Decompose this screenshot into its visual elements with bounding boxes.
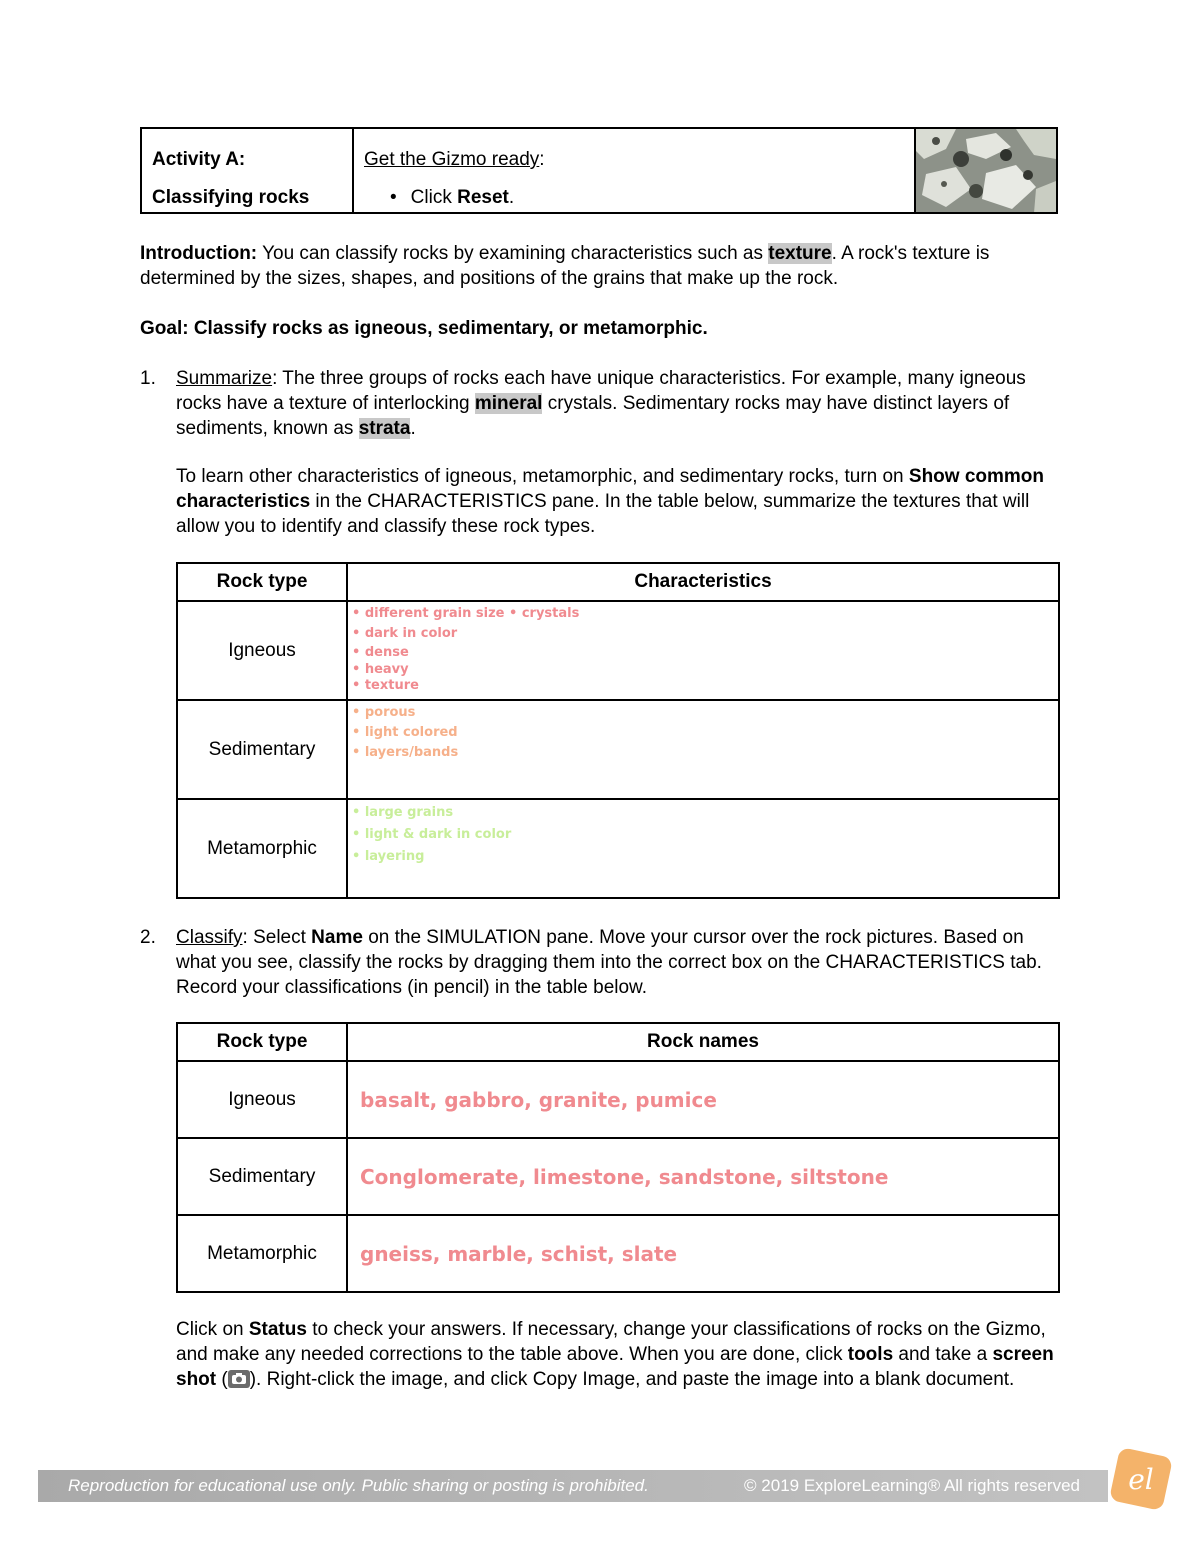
q1-number: 1. [140,368,156,389]
table-row [177,1215,1059,1292]
table-row [177,1061,1059,1138]
term-texture: texture [768,243,832,264]
q1-text: Summarize: The three groups of rocks each have unique characteristics. For example, many igneous rocks have a texture of interlocking mineral crystals. Sedimentary rocks may have distinct layers of sediments, known as strata. [176,368,1026,439]
rock-names-cell[interactable]: Conglomerate, limestone, sandstone, siltstone [347,1138,1059,1215]
goal: Goal: Classify rocks as igneous, sedimentary, or metamorphic. [140,318,708,339]
bullet-icon: • [390,187,397,208]
term-mineral: mineral [474,393,543,414]
rock-type-cell: Metamorphic [177,799,347,898]
gizmo-ready-cell: Get the Gizmo ready: • Click Reset. [354,129,914,212]
activity-title: Classifying rocks [152,187,310,208]
explorelearning-logo-icon [1108,1446,1176,1520]
col-rock-names: Rock names [347,1023,1059,1061]
rock-photo [914,129,1056,212]
table-row [177,799,1059,898]
activity-label: Activity A: [152,149,246,170]
col-characteristics: Characteristics [347,563,1059,601]
term-strata: strata [358,418,411,439]
ready-heading: Get the Gizmo ready [364,149,540,170]
closing-instructions: Click on Status to check your answers. If necessary, change your classifications of rocks on the Gizmo, and make any needed corrections to the table above. When you are done, click tools and take a screen shot ( ). Right-click the image, and click Copy Image, and paste the image into a blank document. [176,1317,1060,1395]
col-rock-type: Rock type [177,563,347,601]
rock-type-cell: Metamorphic [177,1215,347,1292]
characteristics-cell[interactable]: • different grain size • crystals • dark in color • dense • heavy • texture [347,601,1059,700]
table-row [177,1138,1059,1215]
table-row [177,601,1059,700]
table-row [177,700,1059,799]
rock-names-cell[interactable]: gneiss, marble, schist, slate [347,1215,1059,1292]
q2-text: Classify: Select Name on the SIMULATION pane. Move your cursor over the rock pictures. Based on what you see, classify the rocks by dragging them into the correct box on the CHARACTERISTICS tab. Record your classifications (in pencil) in the table below. [176,927,1042,998]
activity-header [140,127,1058,214]
rock-names-cell[interactable]: basalt, gabbro, granite, pumice [347,1061,1059,1138]
characteristics-cell[interactable]: • porous • light colored • layers/bands [347,700,1059,799]
rock-type-cell: Sedimentary [177,1138,347,1215]
footer-copyright: © 2019 ExploreLearning® All rights reserved [744,1476,1080,1495]
activity-title-cell [142,129,354,212]
rock-names-table [176,1022,1060,1293]
svg-text:el: el [1128,1463,1154,1496]
footer-banner [38,1470,1108,1502]
rock-type-cell: Igneous [177,1061,347,1138]
characteristics-table [176,562,1060,899]
q1-instructions: To learn other characteristics of igneous, metamorphic, and sedimentary rocks, turn on Show common characteristics in the CHARACTERISTICS pane. In the table below, summarize the textures that will allow you to identify and classify these rock types. [176,466,1045,537]
camera-icon [228,1370,250,1395]
col-rock-type: Rock type [177,1023,347,1061]
introduction: Introduction: You can classify rocks by examining characteristics such as texture. A rock's texture is determined by the sizes, shapes, and positions of the grains that make up the rock. [140,243,990,289]
characteristics-cell[interactable]: • large grains • light & dark in color • layering [347,799,1059,898]
ready-bullet: • Click Reset. [390,187,515,208]
rock-type-cell: Igneous [177,601,347,700]
rock-type-cell: Sedimentary [177,700,347,799]
footer-disclaimer: Reproduction for educational use only. Public sharing or posting is prohibited. [68,1476,649,1495]
q2-number: 2. [140,927,156,948]
